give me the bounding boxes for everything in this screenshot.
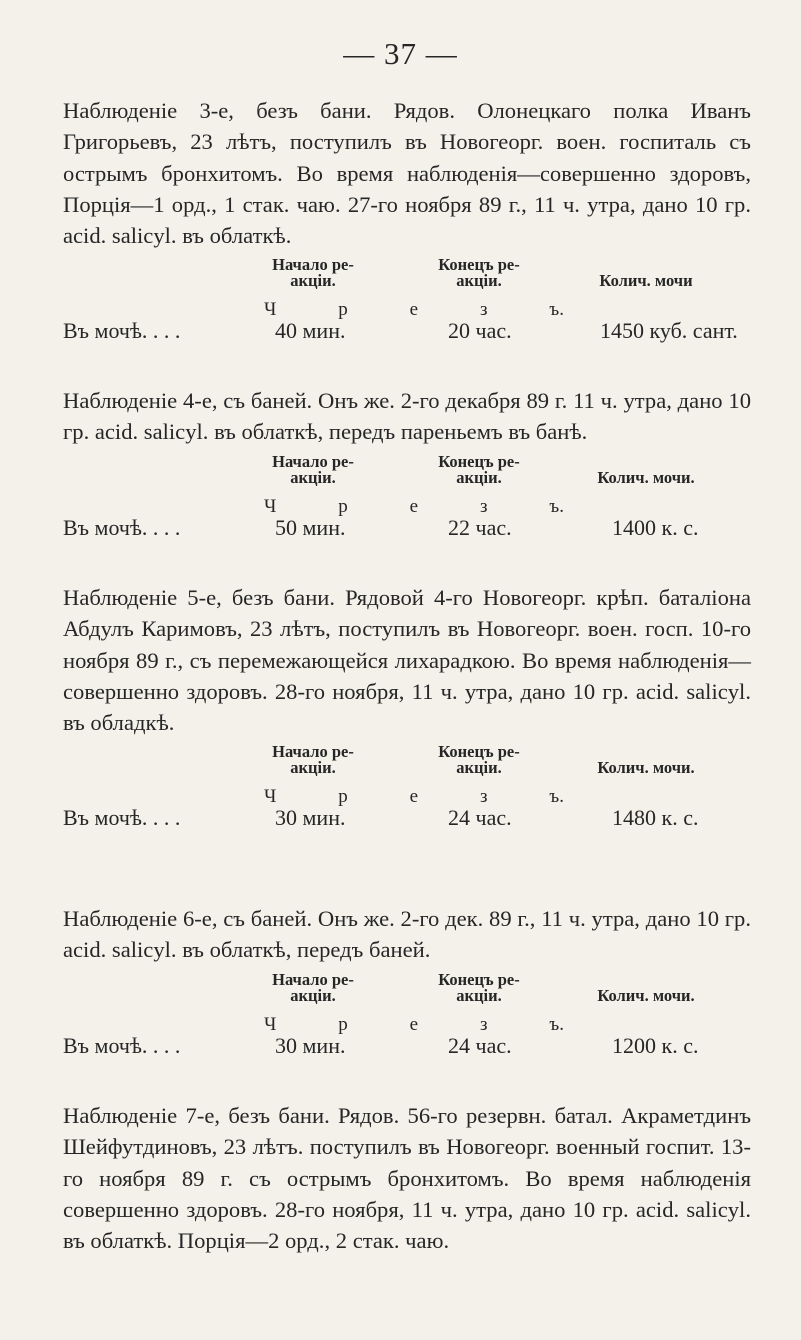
via-letter: е — [409, 299, 419, 321]
header-reaction-start: Начало ре- акціи. — [272, 451, 354, 487]
observation-paragraph: Наблюденіе 4-е, съ баней. Онъ же. 2-го декабря 89 г. 11 ч. утра, дано 10 гр. acid. salicyl. въ облаткѣ, передъ пареньемъ въ банѣ. — [63, 388, 751, 445]
header-reaction-start: Начало ре- акціи. — [272, 742, 354, 778]
urine-amount-value: 1450 куб. сант. — [600, 318, 738, 344]
via-letter: ъ. — [549, 1013, 564, 1035]
observation-table — [63, 969, 751, 1096]
observation-3 — [63, 95, 751, 381]
observation-7 — [63, 1100, 751, 1256]
observation-paragraph: Наблюденіе 3-е, безъ бани. Рядов. Олонецкаго полка Иванъ Григорьевъ, 23 лѣтъ, поступилъ въ Новогеорг. воен. госпиталь съ острымъ бронхитомъ. Во время наблюденія—совершенно здоровъ, Порція—1 орд., 1 стак. чаю. 27-го ноября 89 г., 11 ч. утра, дано 10 гр. acid. salicyl. въ облаткѣ. — [63, 98, 751, 249]
observation-6 — [63, 903, 751, 1096]
via-letter: р — [338, 299, 348, 321]
via-letter: р — [338, 1013, 348, 1035]
header-urine-amount: Колич. мочи. — [597, 758, 695, 778]
header-reaction-end: Конецъ ре- акціи. — [438, 451, 520, 487]
header-reaction-end: Конецъ ре- акціи. — [438, 742, 520, 778]
reaction-end-value: 22 час. — [448, 514, 512, 540]
urine-amount-value: 1480 к. с. — [612, 805, 699, 831]
via-letter: Ч — [264, 495, 277, 517]
reaction-start-value: 40 мин. — [275, 318, 346, 344]
observation-paragraph: Наблюденіе 6-е, съ баней. Онъ же. 2-го дек. 89 г., 11 ч. утра, дано 10 гр. acid. salicyl. въ облаткѣ, передъ баней. — [63, 906, 751, 963]
row-label: Въ мочѣ. . . . — [63, 514, 181, 540]
via-letter: ъ. — [549, 495, 564, 517]
via-letter: з — [479, 495, 488, 517]
observation-table — [63, 451, 751, 578]
observation-paragraph: Наблюденіе 7-е, безъ бани. Рядов. 56-го резервн. батал. Акраметдинъ Шейфутдиновъ, 23 лѣтъ. поступилъ въ Новогеорг. военный госпит. 13-го ноября 89 г. съ острымъ бронхитомъ. Во время наблюденія совершенно здоровъ. 28-го ноября, 11 ч. утра, дано 10 гр. acid. salicyl. въ облаткѣ. Порція—2 орд., 2 стак. чаю. — [63, 1103, 751, 1254]
row-label: Въ мочѣ. . . . — [63, 1032, 181, 1058]
via-letter: ъ. — [549, 299, 564, 321]
header-urine-amount: Колич. мочи. — [597, 985, 695, 1005]
via-letter: Ч — [264, 1013, 277, 1035]
header-urine-amount: Колич. мочи — [599, 271, 693, 291]
header-urine-amount: Колич. мочи. — [597, 467, 695, 487]
via-letter: ъ. — [549, 786, 564, 808]
via-letter: р — [338, 786, 348, 808]
via-letter: р — [338, 495, 348, 517]
via-letter: е — [409, 1013, 419, 1035]
row-label: Въ мочѣ. . . . — [63, 805, 181, 831]
header-reaction-end: Конецъ ре- акціи. — [438, 255, 520, 291]
observation-table — [63, 744, 751, 868]
via-letter: е — [409, 495, 419, 517]
reaction-start-value: 30 мин. — [275, 805, 346, 831]
observation-paragraph: Наблюденіе 5-е, безъ бани. Рядовой 4-го Новогеорг. крѣп. баталіона Абдулъ Каримовъ, 23 лѣтъ, поступилъ въ Новогеорг. воен. госп. 10-го ноября 89 г., съ перемежающейся лихарадкою. Во время наблюденія—совершенно здоровъ. 28-го ноября, 11 ч. утра, дано 10 гр. acid. salicyl. въ обладкѣ. — [63, 585, 751, 736]
via-letter: з — [479, 786, 488, 808]
page-number: — 37 — — [343, 36, 458, 71]
via-letter: Ч — [264, 786, 277, 808]
reaction-start-value: 50 мин. — [275, 514, 346, 540]
row-label: Въ мочѣ. . . . — [63, 318, 181, 344]
via-letter: Ч — [264, 299, 277, 321]
reaction-end-value: 20 час. — [448, 318, 512, 344]
observation-4 — [63, 385, 751, 578]
header-reaction-start: Начало ре- акціи. — [272, 255, 354, 291]
reaction-end-value: 24 час. — [448, 1032, 512, 1058]
observation-5 — [63, 582, 751, 868]
via-letter: е — [409, 786, 419, 808]
observation-table — [63, 257, 751, 381]
urine-amount-value: 1400 к. с. — [612, 514, 699, 540]
header-reaction-start: Начало ре- акціи. — [272, 969, 354, 1005]
urine-amount-value: 1200 к. с. — [612, 1032, 699, 1058]
reaction-start-value: 30 мин. — [275, 1032, 346, 1058]
header-reaction-end: Конецъ ре- акціи. — [438, 969, 520, 1005]
reaction-end-value: 24 час. — [448, 805, 512, 831]
via-letter: з — [479, 1013, 488, 1035]
via-letter: з — [479, 299, 488, 321]
